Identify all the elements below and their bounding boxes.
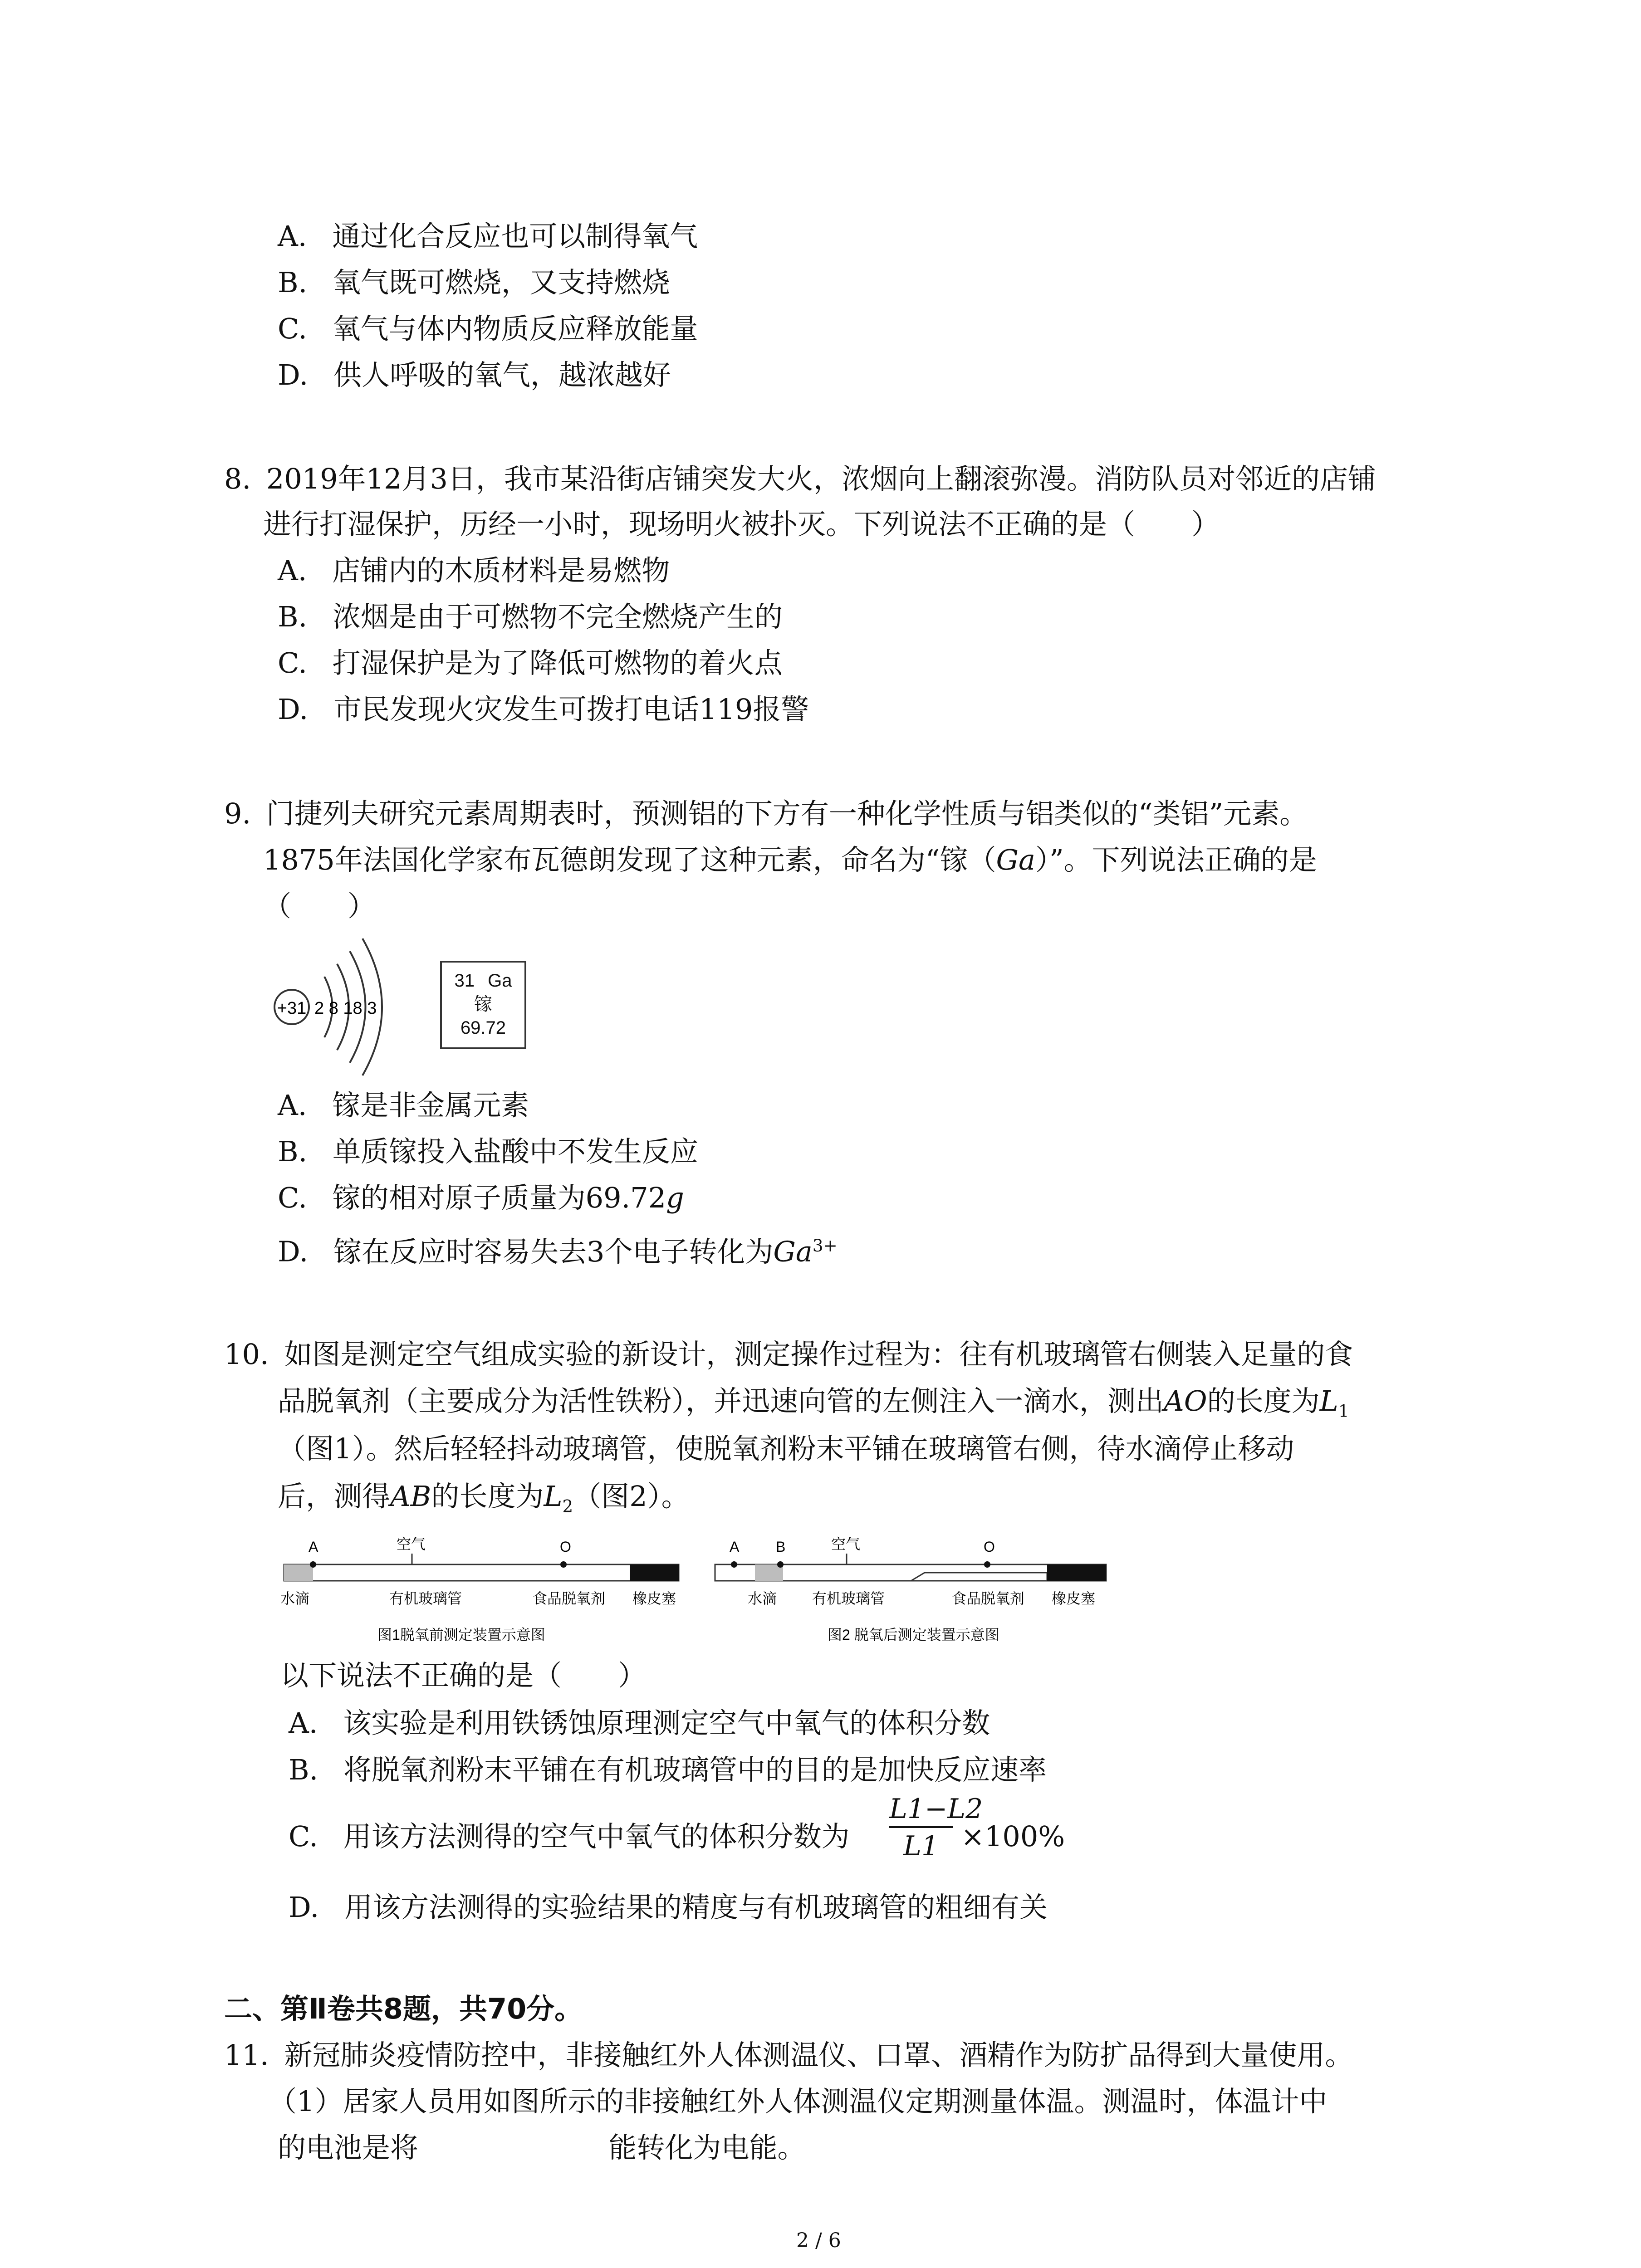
label-tube: 有机玻璃管 <box>812 1590 885 1607</box>
option-letter: B. <box>278 266 308 299</box>
q8-option-c <box>278 646 783 679</box>
label-air: 空气 <box>397 1536 426 1552</box>
option-letter: C. <box>289 1820 318 1853</box>
water-drop <box>284 1564 313 1581</box>
q8-line-1 <box>224 462 1376 495</box>
option-text: 用该方法测得的实验结果的精度与有机玻璃管的粗细有关 <box>344 1891 1048 1924</box>
option-letter: D. <box>289 1891 319 1924</box>
question-text: 2019年12月3日，我市某沿街店铺突发大火，浓烟向上翻滚弥漫。消防队员对邻近的店铺 <box>266 462 1376 495</box>
label-water: 水滴 <box>748 1590 777 1607</box>
point-B <box>777 1561 784 1568</box>
point-A <box>310 1561 316 1568</box>
option-letter: D. <box>278 693 309 726</box>
option-text: 镓的相对原子质量为69.72 <box>332 1181 666 1214</box>
option-text: 将脱氧剂粉末平铺在有机玻璃管中的目的是加快反应速率 <box>343 1753 1047 1786</box>
q9-option-c <box>278 1181 684 1214</box>
label-O: O <box>984 1539 995 1555</box>
text-segment: 品脱氧剂（主要成分为活性铁粉），并迅速向管的左侧注入一滴水，测出 <box>278 1384 1164 1418</box>
option-letter: B. <box>278 1135 308 1168</box>
nucleus-charge: +31 <box>277 999 307 1018</box>
figure-1-before-deoxygenation <box>280 1535 689 1653</box>
option-letter: D. <box>278 358 309 391</box>
q10-option-a <box>289 1706 990 1740</box>
option-text: 单质镓投入盐酸中不发生反应 <box>333 1135 699 1168</box>
q7-option-c <box>278 312 698 345</box>
q8-option-b <box>278 600 783 633</box>
element-symbol: Ga <box>488 971 512 991</box>
question-text: 门捷列夫研究元素周期表时，预测铝的下方有一种化学性质与铝类似的“类铝”元素。 <box>266 797 1308 830</box>
fraction-numerator: L1−L2 <box>889 1795 953 1828</box>
q7-option-b <box>278 266 671 299</box>
option-letter: D. <box>278 1235 309 1268</box>
math-symbol: AB <box>390 1480 431 1513</box>
math-symbol: Ga <box>996 843 1035 876</box>
option-letter: C. <box>278 312 307 345</box>
option-text: 供人呼吸的氧气，越浓越好 <box>333 358 671 391</box>
glass-tube <box>284 1564 679 1581</box>
option-text: 通过化合反应也可以制得氧气 <box>332 220 698 253</box>
option-text: 打湿保护是为了降低可燃物的着火点 <box>332 646 783 679</box>
q10-line-3: （图1）。然后轻轻抖动玻璃管，使脱氧剂粉末平铺在玻璃管右侧，待水滴停止移动 <box>278 1432 1294 1465</box>
q10-line-4 <box>278 1482 690 1515</box>
q10-option-d <box>289 1891 1048 1924</box>
q7-option-d <box>278 358 671 391</box>
label-plug: 橡皮塞 <box>1052 1590 1096 1607</box>
subscript: 1 <box>1338 1401 1349 1421</box>
option-text: 店铺内的木质材料是易燃物 <box>332 554 670 587</box>
rubber-plug <box>1047 1564 1106 1581</box>
section-2-heading: 二、第Ⅱ卷共8题，共70分。 <box>224 1992 583 2025</box>
gallium-element-card <box>440 961 526 1049</box>
label-tube: 有机玻璃管 <box>389 1590 462 1607</box>
ion-symbol: Ga <box>773 1235 813 1268</box>
label-air: 空气 <box>831 1536 861 1552</box>
option-letter: C. <box>278 1181 307 1214</box>
gallium-atom-structure-diagram <box>265 928 420 1082</box>
q9-line-3: （ ） <box>263 890 376 923</box>
figure-2-after-deoxygenation <box>711 1535 1120 1653</box>
q9-option-a <box>278 1089 529 1122</box>
q8-line-2: 进行打湿保护，历经一小时，现场明火被扑灭。下列说法不正确的是（ ） <box>263 508 1220 541</box>
option-letter: A. <box>278 1089 307 1122</box>
text-segment: 能转化为电能。 <box>608 2131 806 2164</box>
question-text: 如图是测定空气组成实验的新设计，测定操作过程为：往有机玻璃管右侧装入足量的食 <box>284 1338 1353 1371</box>
label-O: O <box>560 1539 571 1555</box>
q10-line-2 <box>278 1384 1349 1421</box>
q10-stem: 以下说法不正确的是（ ） <box>280 1659 647 1692</box>
q10-option-c <box>289 1820 850 1853</box>
option-letter: A. <box>278 554 307 587</box>
option-text: 浓烟是由于可燃物不完全燃烧产生的 <box>333 600 783 633</box>
q11-line-3 <box>278 2131 806 2164</box>
option-text: 镓是非金属元素 <box>332 1089 529 1122</box>
math-symbol: AO <box>1164 1384 1207 1418</box>
element-header <box>442 972 524 990</box>
text-segment: 1875年法国化学家布瓦德朗发现了这种元素，命名为“镓（ <box>263 843 996 876</box>
subscript: 2 <box>562 1496 573 1516</box>
text-segment: 的长度为 <box>431 1480 544 1513</box>
q8-option-d <box>278 693 809 726</box>
spread-deoxidizer <box>911 1573 1047 1581</box>
q7-option-a <box>278 220 698 253</box>
page-number: 2 / 6 <box>796 2229 841 2252</box>
q9-option-b <box>278 1135 699 1168</box>
option-letter: B. <box>278 600 308 633</box>
option-text: 氧气与体内物质反应释放能量 <box>332 312 698 345</box>
q9-option-d <box>278 1237 838 1266</box>
q8-option-a <box>278 554 670 587</box>
q11-line-1 <box>224 2038 1353 2072</box>
question-number: 11. <box>224 2038 269 2072</box>
text-segment: 后，测得 <box>278 1480 391 1513</box>
question-number: 9. <box>224 797 251 830</box>
option-text: 该实验是利用铁锈蚀原理测定空气中氧气的体积分数 <box>343 1706 990 1740</box>
unit-g: g <box>666 1181 684 1214</box>
q10-option-b <box>289 1753 1047 1786</box>
label-A: A <box>730 1539 740 1555</box>
atomic-number: 31 <box>454 971 475 991</box>
question-text: 新冠肺炎疫情防控中，非接触红外人体测温仪、口罩、酒精作为防扩品得到大量使用。 <box>284 2038 1353 2072</box>
math-symbol: L <box>544 1480 563 1513</box>
text-segment: （图2）。 <box>573 1480 690 1513</box>
fraction-denominator: L1 <box>903 1830 939 1862</box>
shell-electron-counts: 2 8 18 3 <box>314 999 377 1018</box>
question-number: 10. <box>224 1338 269 1371</box>
ion-charge: 3+ <box>812 1236 838 1256</box>
option-letter: C. <box>278 646 307 679</box>
atomic-mass: 69.72 <box>460 1018 506 1038</box>
option-text: 用该方法测得的空气中氧气的体积分数为 <box>343 1820 850 1853</box>
text-segment: 的长度为 <box>1207 1384 1320 1418</box>
option-text: 镓在反应时容易失去3个电子转化为 <box>333 1235 774 1268</box>
option-letter: A. <box>278 220 307 253</box>
q9-line-2 <box>263 843 1317 876</box>
point-O <box>984 1561 990 1568</box>
label-water: 水滴 <box>280 1590 310 1607</box>
point-A <box>731 1561 737 1568</box>
option-text: 氧气既可燃烧，又支持燃烧 <box>333 266 671 299</box>
option-letter: B. <box>289 1753 318 1786</box>
element-name: 镓 <box>474 994 492 1014</box>
figure-caption: 图1脱氧前测定装置示意图 <box>377 1627 545 1643</box>
text-segment: 的电池是将 <box>278 2131 419 2164</box>
question-number: 8. <box>224 462 251 495</box>
math-symbol: L <box>1319 1384 1338 1418</box>
label-agent: 食品脱氧剂 <box>952 1590 1025 1607</box>
option-letter: A. <box>289 1706 318 1740</box>
q11-line-2: （1）居家人员用如图所示的非接触红外人体测温仪定期测量体温。测温时，体温计中 <box>269 2085 1327 2118</box>
option-text: 市民发现火灾发生可拨打电话119报警 <box>333 693 809 726</box>
figure-caption: 图2 脱氧后测定装置示意图 <box>828 1627 999 1643</box>
label-A: A <box>309 1539 318 1555</box>
fraction <box>889 1793 983 1862</box>
fraction-multiplier: ×100% <box>961 1820 1065 1853</box>
q9-line-1 <box>224 797 1308 830</box>
rubber-plug <box>630 1564 679 1581</box>
text-segment: ）”。下列说法正确的是 <box>1035 843 1317 876</box>
label-plug: 橡皮塞 <box>632 1590 676 1607</box>
label-agent: 食品脱氧剂 <box>533 1590 606 1607</box>
label-B: B <box>776 1539 786 1555</box>
point-O <box>560 1561 567 1568</box>
q10-line-1 <box>224 1340 1353 1369</box>
